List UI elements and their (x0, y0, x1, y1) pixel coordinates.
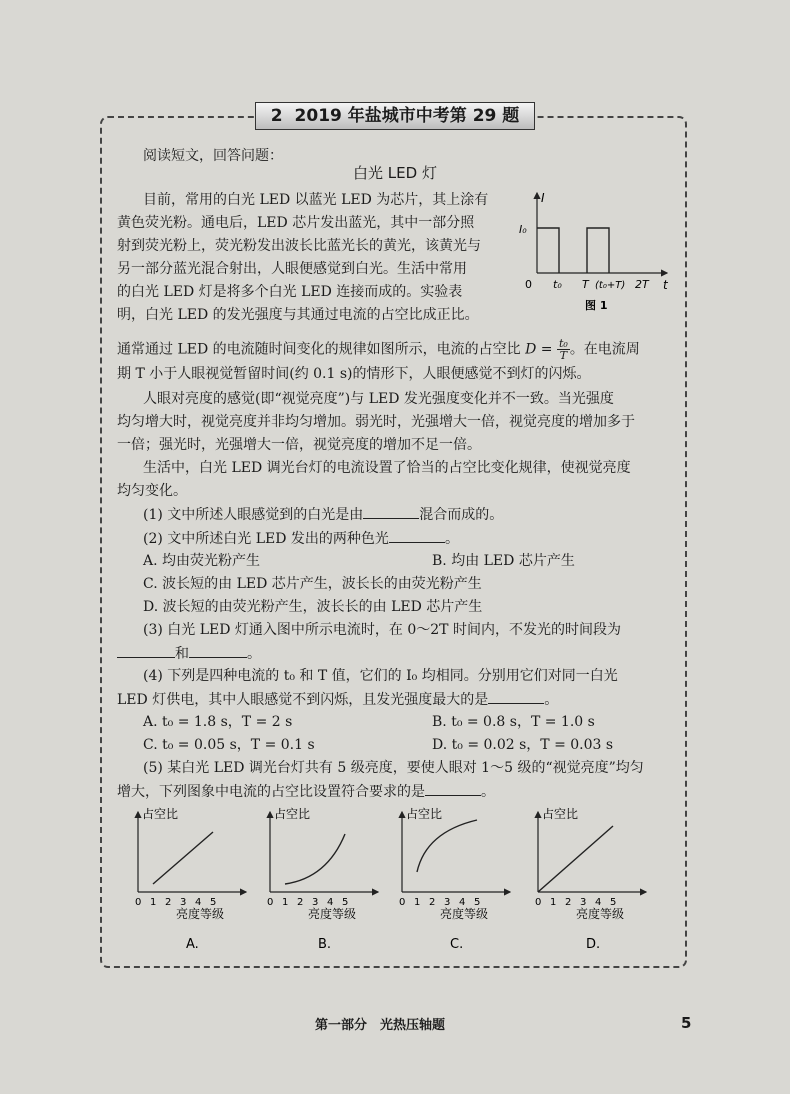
figure1-level-label: I₀ (519, 223, 527, 236)
graph-c-tick: 5 (474, 897, 481, 908)
para1-line: 明，白光 LED 的发光强度与其通过电流的占空比成正比。 (117, 307, 479, 323)
q3-answer-blank-2[interactable] (189, 643, 247, 658)
figure1-pulse-1 (537, 228, 559, 273)
q2-answer-blank[interactable] (389, 528, 445, 543)
graph-d-y-label: 占空比 (542, 807, 579, 821)
graph-c-y-label: 占空比 (406, 807, 443, 821)
graph-d-tick: 0 (535, 897, 542, 908)
graph-c-x-label: 亮度等级 (440, 907, 489, 921)
graph-a-tick: 0 (135, 897, 142, 908)
graph-a-tick: 1 (150, 897, 157, 908)
graph-b-tick: 3 (312, 897, 319, 908)
q4-option-c: C. t₀ = 0.05 s，T = 0.1 s (143, 737, 315, 753)
para3-line: 均匀变化。 (117, 483, 187, 499)
graph-c-curve (417, 820, 477, 872)
option-graphs (120, 802, 680, 960)
q2-option-d: D. 波长短的由荧光粉产生，波长长的由 LED 芯片产生 (143, 599, 483, 615)
graph-a-tick: 2 (165, 897, 172, 908)
graph-a-tick: 4 (195, 897, 202, 908)
figure1-pulse-2 (587, 228, 609, 273)
graph-c-tick: 4 (459, 897, 466, 908)
graph-a-curve (153, 832, 213, 884)
para2-line: 人眼对亮度的感觉(即“视觉亮度”)与 LED 发光强度变化并不一致。当光强度 (143, 391, 614, 407)
question-3: (3) 白光 LED 灯通入图中所示电流时，在 0～2T 时间内，不发光的时间段为 (143, 622, 621, 638)
graph-a-tick: 5 (210, 897, 217, 908)
para2-line: 均匀增大时，视觉亮度并非均匀增加。弱光时，光强增大一倍，视觉亮度的增加多于 (117, 414, 635, 430)
q4-answer-blank[interactable] (488, 689, 544, 704)
question-number: 2 (270, 106, 283, 126)
graph-a-tick: 3 (180, 897, 187, 908)
question-4-line2: LED 灯供电，其中人眼感觉不到闪烁，且发光强度最大的是 。 (117, 689, 558, 710)
q5-answer-blank[interactable] (425, 781, 481, 796)
figure1-current-graph (515, 185, 675, 315)
footer-section-title: 第一部分 光热压轴题 (315, 1018, 446, 1033)
graph-b-tick: 1 (282, 897, 289, 908)
q1-answer-blank[interactable] (363, 504, 419, 519)
para1-continuation-2: 期 T 小于人眼视觉暂留时间(约 0.1 s)的情形下，人眼便感觉不到灯的闪烁。 (117, 366, 591, 382)
figure1-tick: 2T (635, 278, 649, 291)
para1-line: 目前，常用的白光 LED 以蓝光 LED 为芯片，其上涂有 (143, 192, 489, 208)
graph-d-tick: 1 (550, 897, 557, 908)
para3-line: 生活中，白光 LED 调光台灯的电流设置了恰当的占空比变化规律，使视觉亮度 (143, 460, 631, 476)
graph-c-tick: 3 (444, 897, 451, 908)
article-title: 白光 LED 灯 (353, 164, 437, 182)
question-1: (1) 文中所述人眼感觉到的白光是由 混合而成的。 (143, 504, 503, 525)
figure1-tick: t₀ (553, 278, 562, 291)
graph-a-label: A. (186, 937, 199, 952)
question-5: (5) 某白光 LED 调光台灯共有 5 级亮度，要使人眼对 1～5 级的“视觉亮度”均匀 (143, 760, 644, 776)
graph-d-tick: 4 (595, 897, 602, 908)
q4-option-b: B. t₀ = 0.8 s，T = 1.0 s (432, 714, 595, 730)
graph-b-tick: 0 (267, 897, 274, 908)
graph-a-y-label: 占空比 (142, 807, 179, 821)
figure1-origin: 0 (525, 278, 532, 291)
graph-b-curve (285, 834, 345, 884)
figure1-x-label: t (663, 278, 668, 292)
para1-line: 的白光 LED 灯是将多个白光 LED 连接而成的。实验表 (117, 284, 463, 300)
question-banner (255, 102, 535, 130)
graph-b-tick: 4 (327, 897, 334, 908)
graph-a-x-label: 亮度等级 (176, 907, 225, 921)
graph-b-tick: 5 (342, 897, 349, 908)
graph-d-tick: 3 (580, 897, 587, 908)
q2-option-c: C. 波长短的由 LED 芯片产生，波长长的由荧光粉产生 (143, 576, 482, 592)
intro-text: 阅读短文，回答问题： (143, 148, 283, 164)
graph-d-tick: 2 (565, 897, 572, 908)
q4-option-d: D. t₀ = 0.02 s，T = 0.03 s (432, 737, 614, 753)
graph-c-tick: 2 (429, 897, 436, 908)
graph-d-label: D. (586, 937, 601, 952)
para1-line: 射到荧光粉上，荧光粉发出波长比蓝光长的黄光，该黄光与 (117, 238, 481, 254)
figure1-y-label: I (541, 191, 545, 205)
graph-c-tick: 0 (399, 897, 406, 908)
para1-line: 黄色荧光粉。通电后，LED 芯片发出蓝光，其中一部分照 (117, 215, 475, 231)
q3-answer-blank-1[interactable] (117, 643, 175, 658)
figure1-tick: (t₀+T) (595, 280, 626, 291)
q2-option-a: A. 均由荧光粉产生 (143, 553, 261, 569)
figure1-tick: T (582, 278, 589, 291)
graph-b-label: B. (318, 937, 332, 952)
para2-line: 一倍；强光时，光强增大一倍，视觉亮度的增加不足一倍。 (117, 437, 481, 453)
q4-option-a: A. t₀ = 1.8 s，T = 2 s (143, 714, 293, 730)
para1-continuation: 通常通过 LED 的电流随时间变化的规律如图所示，电流的占空比 D = $\frac{\text{t₀}}{T}$ 。在电流周 (117, 337, 640, 362)
graph-c-tick: 1 (414, 897, 421, 908)
question-2: (2) 文中所述白光 LED 发出的两种色光 。 (143, 528, 459, 549)
graph-b-tick: 2 (297, 897, 304, 908)
graph-d-x-label: 亮度等级 (576, 907, 625, 921)
question-5-line2: 增大，下列图象中电流的占空比设置符合要求的是 。 (117, 781, 495, 802)
footer-page-number: 5 (681, 1014, 692, 1032)
graph-b-x-label: 亮度等级 (308, 907, 357, 921)
question-3-blanks: 和 。 (117, 643, 261, 664)
figure1-caption: 图 1 (585, 299, 608, 312)
duty-ratio-fraction: $\frac{\text{t₀}}{T}$ (558, 337, 568, 362)
graph-c-label: C. (450, 937, 464, 952)
question-title: 2019 年盐城市中考第 29 题 (294, 106, 520, 126)
graph-b-y-label: 占空比 (274, 807, 311, 821)
graph-d-tick: 5 (610, 897, 617, 908)
graph-d-curve (538, 826, 613, 892)
para1-line: 另一部分蓝光混合射出，人眼便感觉到白光。生活中常用 (117, 261, 467, 277)
q2-option-b: B. 均由 LED 芯片产生 (432, 553, 575, 569)
question-4: (4) 下列是四种电流的 t₀ 和 T 值，它们的 I₀ 均相同。分别用它们对同一白光 (143, 668, 618, 684)
